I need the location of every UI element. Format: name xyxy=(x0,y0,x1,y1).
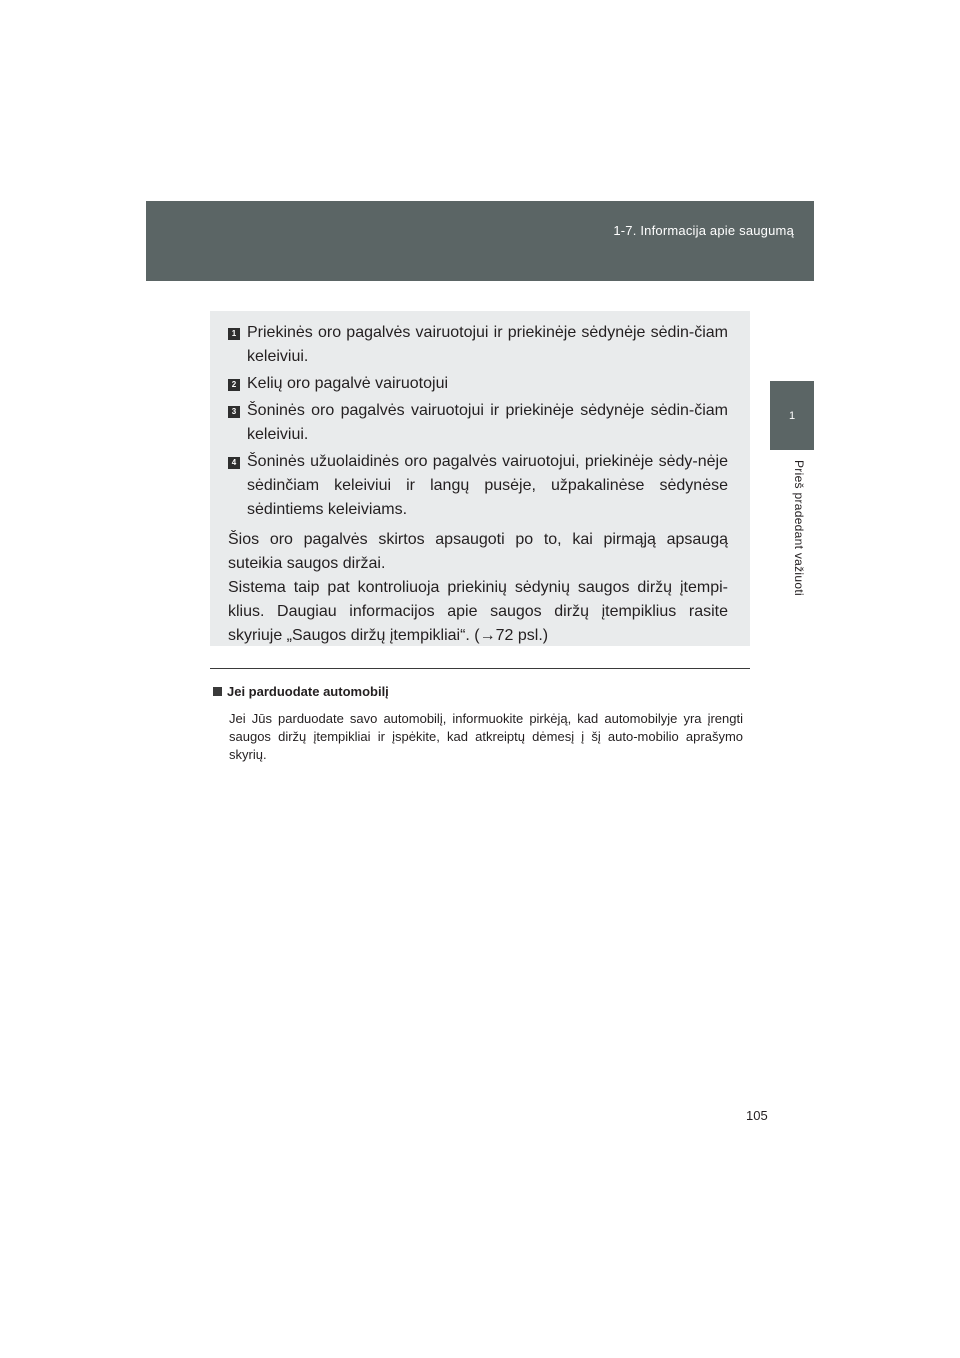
page-number: 105 xyxy=(746,1108,768,1123)
square-bullet-icon xyxy=(213,687,222,696)
section-divider xyxy=(210,668,750,669)
number-badge: 3 xyxy=(228,406,240,418)
number-badge: 4 xyxy=(228,457,240,469)
note-heading-text: Jei parduodate automobilį xyxy=(227,684,389,699)
chapter-label: Prieš pradedant važiuoti xyxy=(792,460,806,596)
number-badge: 2 xyxy=(228,379,240,391)
list-item-text: Šoninės užuolaidinės oro pagalvės vairuotojui, priekinėje sėdy-nėje sėdinčiam keleiviui ir langų pusėje, užpakalinėse sėdynėse sėdintiems keleiviams. xyxy=(247,453,728,518)
airbag-info-box xyxy=(210,311,750,646)
note-heading xyxy=(213,684,389,699)
list-item xyxy=(228,399,728,447)
note-body: Jei Jūs parduodate savo automobilį, informuokite pirkėją, kad automobilyje yra įrengti saugos diržų įtempikliai ir įspėkite, kad atkreiptų dėmesį į šį auto-mobilio aprašymo skyrių. xyxy=(229,711,743,762)
list-item xyxy=(228,450,728,522)
info-paragraph: Sistema taip pat kontroliuoja priekinių sėdynių saugos diržų įtempi-klius. Daugiau informacijos apie saugos diržų įtempiklius rasite skyriuje „Saugos diržų įtempikliai“. (→72 psl.) xyxy=(228,579,728,644)
list-item xyxy=(228,372,728,396)
number-badge: 1 xyxy=(228,328,240,340)
info-paragraph: Šios oro pagalvės skirtos apsaugoti po to, kai pirmąją apsaugą suteikia saugos diržai. xyxy=(228,531,728,572)
list-item-text: Priekinės oro pagalvės vairuotojui ir priekinėje sėdynėje sėdin-čiam keleiviui. xyxy=(247,324,728,365)
list-item-text: Šoninės oro pagalvės vairuotojui ir priekinėje sėdynėje sėdin-čiam keleiviui. xyxy=(247,402,728,443)
header-band xyxy=(146,201,814,281)
section-title: 1-7. Informacija apie saugumą xyxy=(613,223,794,238)
list-item-text: Kelių oro pagalvė vairuotojui xyxy=(247,375,449,392)
chapter-tab: 1 xyxy=(770,381,814,450)
list-item xyxy=(228,321,728,369)
